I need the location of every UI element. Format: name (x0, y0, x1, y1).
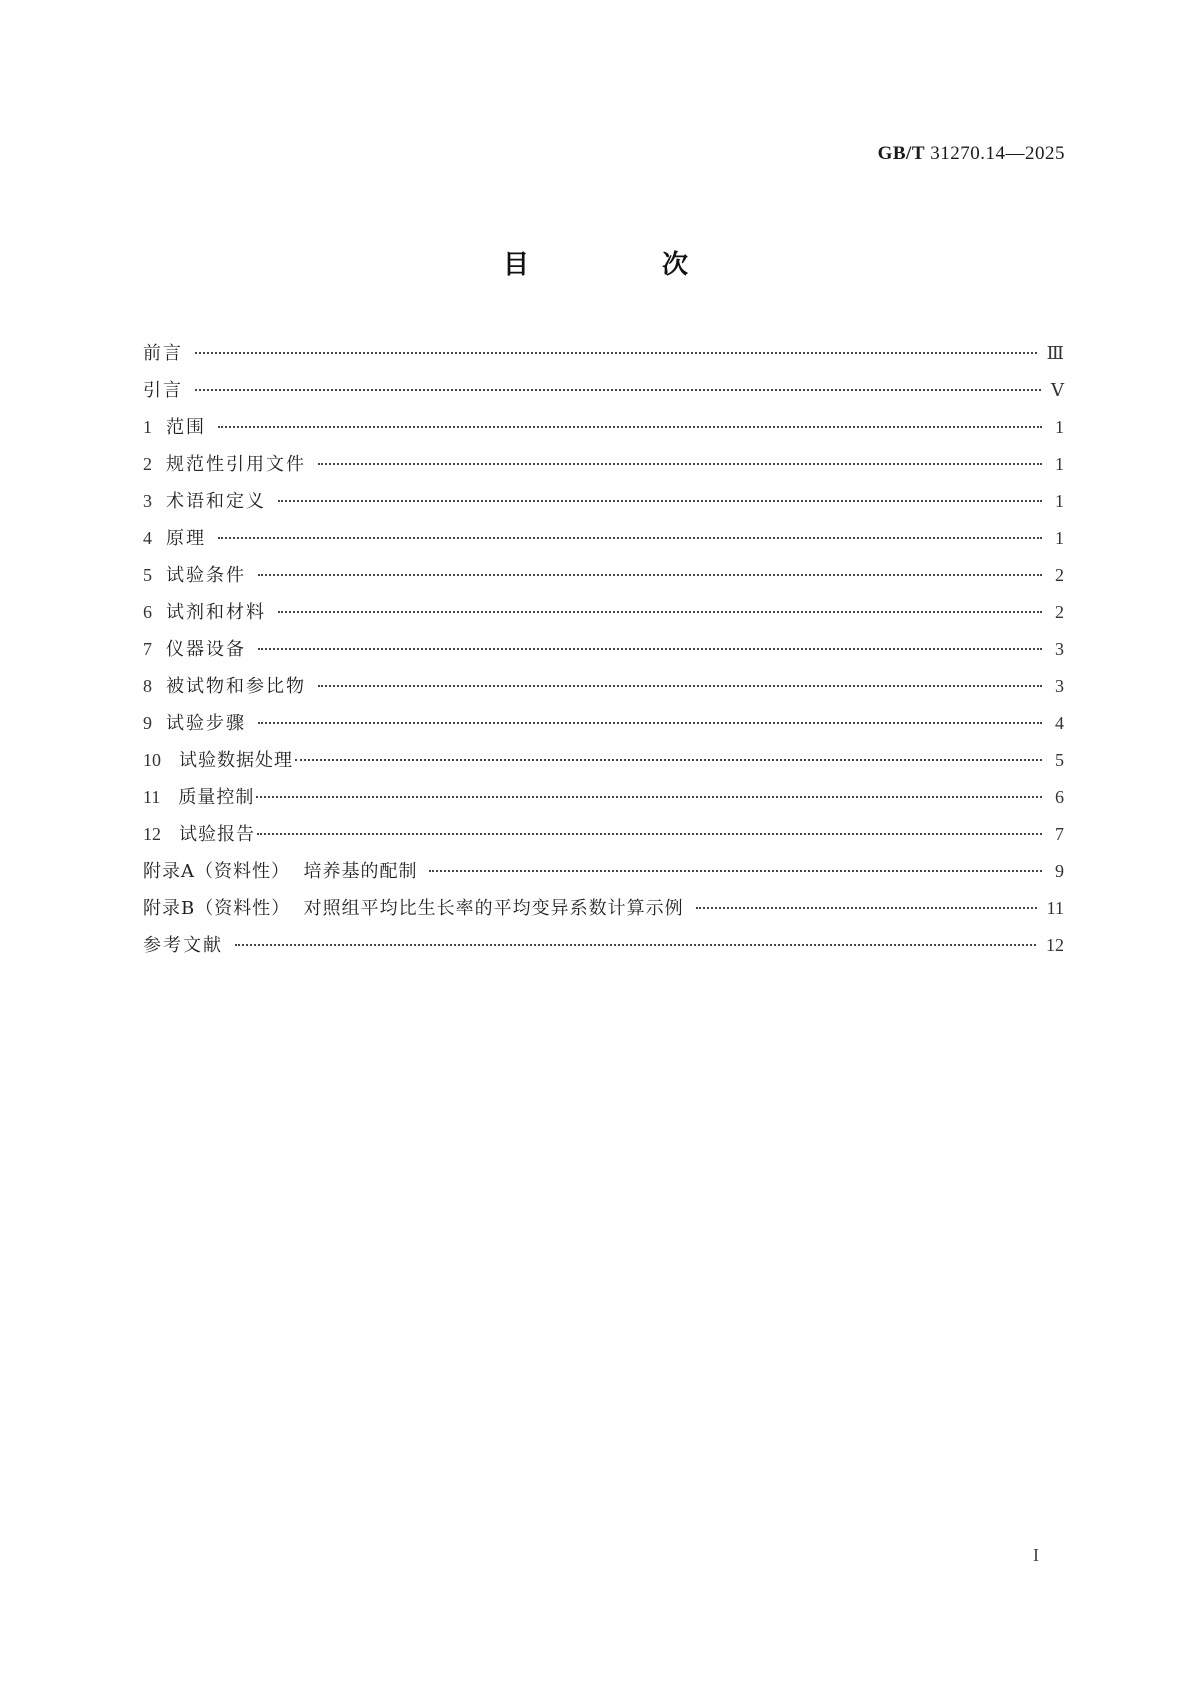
toc-entry-label: 规范性引用文件 (166, 454, 306, 475)
toc-entry-page: 2 (1055, 565, 1064, 585)
table-of-contents (143, 341, 1064, 970)
toc-entry-test-reference-substances[interactable] (143, 674, 1064, 711)
toc-entry-label: 参考文献 (143, 935, 223, 956)
toc-entry-page: 1 (1055, 417, 1064, 437)
toc-entry-number: 10 (143, 750, 161, 770)
toc-entry-test-conditions[interactable] (143, 563, 1064, 600)
toc-entry-label: 附录A（资料性） 培养基的配制 (143, 861, 418, 882)
toc-entry-page: 5 (1055, 750, 1064, 770)
toc-leader-dots (218, 426, 1042, 428)
toc-entry-label: 前言 (143, 343, 183, 364)
toc-entry-page: 6 (1055, 787, 1064, 807)
toc-entry-label: 仪器设备 (166, 639, 246, 660)
toc-entry-normative-references[interactable] (143, 452, 1064, 489)
toc-leader-dots (256, 796, 1042, 798)
toc-entry-quality-control[interactable] (143, 785, 1064, 822)
toc-entry-label: 附录B（资料性） 对照组平均比生长率的平均变异系数计算示例 (143, 898, 684, 919)
toc-entry-label: 被试物和参比物 (166, 676, 306, 697)
toc-entry-number: 2 (143, 454, 152, 474)
toc-leader-dots (258, 574, 1042, 576)
toc-entry-test-procedure[interactable] (143, 711, 1064, 748)
toc-entry-number: 6 (143, 602, 152, 622)
toc-leader-dots (318, 463, 1042, 465)
toc-entry-apparatus[interactable] (143, 637, 1064, 674)
toc-leader-dots (258, 648, 1042, 650)
toc-entry-test-report[interactable] (143, 822, 1064, 859)
toc-entry-label: 质量控制 (178, 787, 255, 808)
toc-entry-annex-a[interactable] (143, 859, 1064, 896)
toc-entry-number: 1 (143, 417, 152, 437)
toc-leader-dots (429, 870, 1042, 872)
toc-entry-label: 引言 (143, 380, 183, 401)
toc-entry-label: 术语和定义 (166, 491, 266, 512)
toc-leader-dots (696, 907, 1037, 909)
toc-entry-page: 2 (1055, 602, 1064, 622)
toc-entry-number: 5 (143, 565, 152, 585)
toc-entry-page: 3 (1055, 639, 1064, 659)
toc-entry-page: Ⅲ (1046, 343, 1064, 363)
toc-leader-dots (195, 352, 1037, 354)
toc-entry-page: 1 (1055, 491, 1064, 511)
toc-entry-principle[interactable] (143, 526, 1064, 563)
toc-entry-label: 试验条件 (166, 565, 246, 586)
document-code (878, 143, 1065, 165)
toc-leader-dots (258, 722, 1042, 724)
toc-entry-number: 12 (143, 824, 161, 844)
toc-entry-reagents-materials[interactable] (143, 600, 1064, 637)
toc-entry-page: 4 (1055, 713, 1064, 733)
toc-entry-number: 3 (143, 491, 152, 511)
document-code-number: 31270.14—2025 (930, 143, 1065, 164)
toc-entry-page: 12 (1046, 935, 1064, 955)
toc-entry-terms-definitions[interactable] (143, 489, 1064, 526)
toc-entry-data-processing[interactable] (143, 748, 1064, 785)
toc-entry-page: 3 (1055, 676, 1064, 696)
toc-entry-page: 7 (1055, 824, 1064, 844)
toc-entry-page: 1 (1055, 528, 1064, 548)
toc-entry-introduction[interactable] (143, 378, 1064, 415)
toc-entry-number: 8 (143, 676, 152, 696)
toc-leader-dots (278, 611, 1042, 613)
toc-leader-dots (295, 759, 1042, 761)
toc-entry-bibliography[interactable] (143, 933, 1064, 970)
toc-leader-dots (318, 685, 1042, 687)
toc-entry-label: 试验数据处理 (179, 750, 293, 771)
toc-leader-dots (195, 389, 1041, 391)
toc-entry-page: 1 (1055, 454, 1064, 474)
toc-leader-dots (278, 500, 1042, 502)
toc-entry-number: 9 (143, 713, 152, 733)
toc-entry-label: 原理 (166, 528, 206, 549)
toc-entry-label: 范围 (166, 417, 206, 438)
toc-entry-label: 试剂和材料 (166, 602, 266, 623)
toc-entry-label: 试验步骤 (166, 713, 246, 734)
toc-leader-dots (257, 833, 1042, 835)
toc-entry-scope[interactable] (143, 415, 1064, 452)
page-number: I (1033, 1545, 1039, 1565)
toc-entry-page: 9 (1055, 861, 1064, 881)
toc-entry-annex-b[interactable] (143, 896, 1064, 933)
toc-entry-number: 7 (143, 639, 152, 659)
toc-leader-dots (235, 944, 1036, 946)
toc-entry-label: 试验报告 (179, 824, 255, 845)
toc-entry-number: 11 (143, 787, 161, 807)
document-code-prefix: GB/T (877, 143, 925, 164)
toc-entry-number: 4 (143, 528, 152, 548)
toc-title: 目 次 (502, 250, 751, 280)
toc-entry-page: 11 (1046, 898, 1064, 918)
toc-entry-foreword[interactable] (143, 341, 1064, 378)
toc-entry-page: Ⅴ (1051, 380, 1064, 400)
toc-leader-dots (218, 537, 1042, 539)
